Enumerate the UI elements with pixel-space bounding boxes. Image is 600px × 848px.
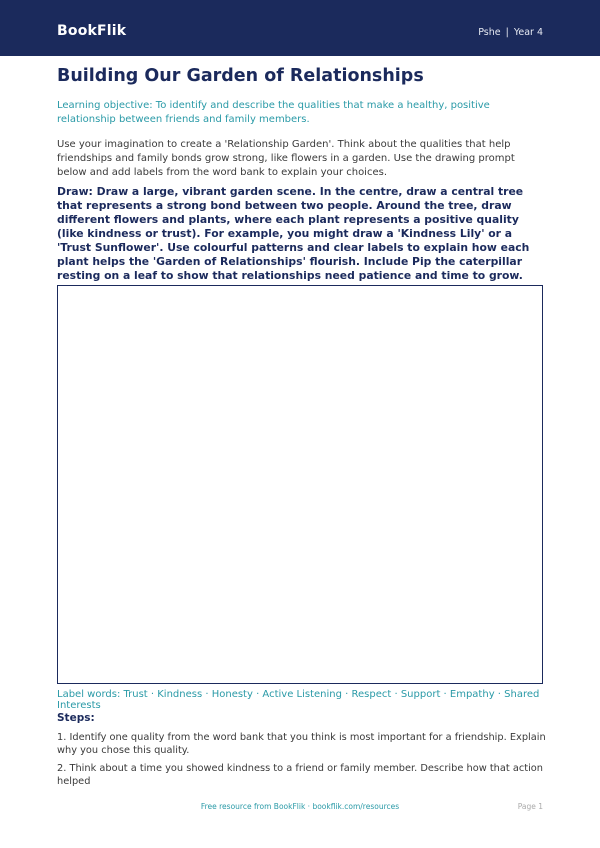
steps-list — [57, 731, 547, 793]
meta-separator: | — [505, 27, 509, 38]
drawing-box[interactable] — [57, 285, 543, 684]
subject-year-meta — [478, 27, 543, 38]
step-item: 1. Identify one quality from the word bank that you think is most important for a friendship. Explain why you chose this quality. — [57, 732, 546, 756]
page-header — [0, 0, 600, 56]
intro-paragraph: Use your imagination to create a 'Relationship Garden'. Think about the qualities that help friendships and family bonds grow strong, like flowers in a garden. Use the drawing prompt below and add labels from the word bank to explain your choices. — [57, 139, 515, 178]
drawing-prompt: Draw: Draw a large, vibrant garden scene. In the centre, draw a central tree that represents a strong bond between two people. Around the tree, draw different flowers and plants, where each plant represents a positive quality (like kindness or trust). For example, you might draw a 'Kindness Lily' or a 'Trust Sunflower'. Use colourful patterns and clear labels to explain how each plant helps the 'Garden of Relationships' flourish. Include Pip the caterpillar resting on a leaf to show that relationships need patience and time to grow. — [57, 185, 530, 282]
label-word-bank: Label words: Trust · Kindness · Honesty · Active Listening · Respect · Support · Empathy · Shared Interests — [57, 689, 540, 711]
subject-label: Pshe — [478, 27, 501, 38]
page-number: Page 1 — [517, 802, 543, 811]
learning-objective: Learning objective: To identify and describe the qualities that make a healthy, positive relationship between friends and family members. — [57, 100, 490, 125]
brand-logo-text[interactable]: BookFlik — [57, 23, 127, 39]
step-item: 2. Think about a time you showed kindness to a friend or family member. Describe how that action helped — [57, 763, 544, 787]
year-label: Year 4 — [513, 27, 543, 38]
steps-heading: Steps: — [57, 712, 95, 724]
worksheet-title: Building Our Garden of Relationships — [57, 66, 424, 86]
footer-credit[interactable]: Free resource from BookFlik · bookflik.com/resources — [200, 802, 400, 811]
